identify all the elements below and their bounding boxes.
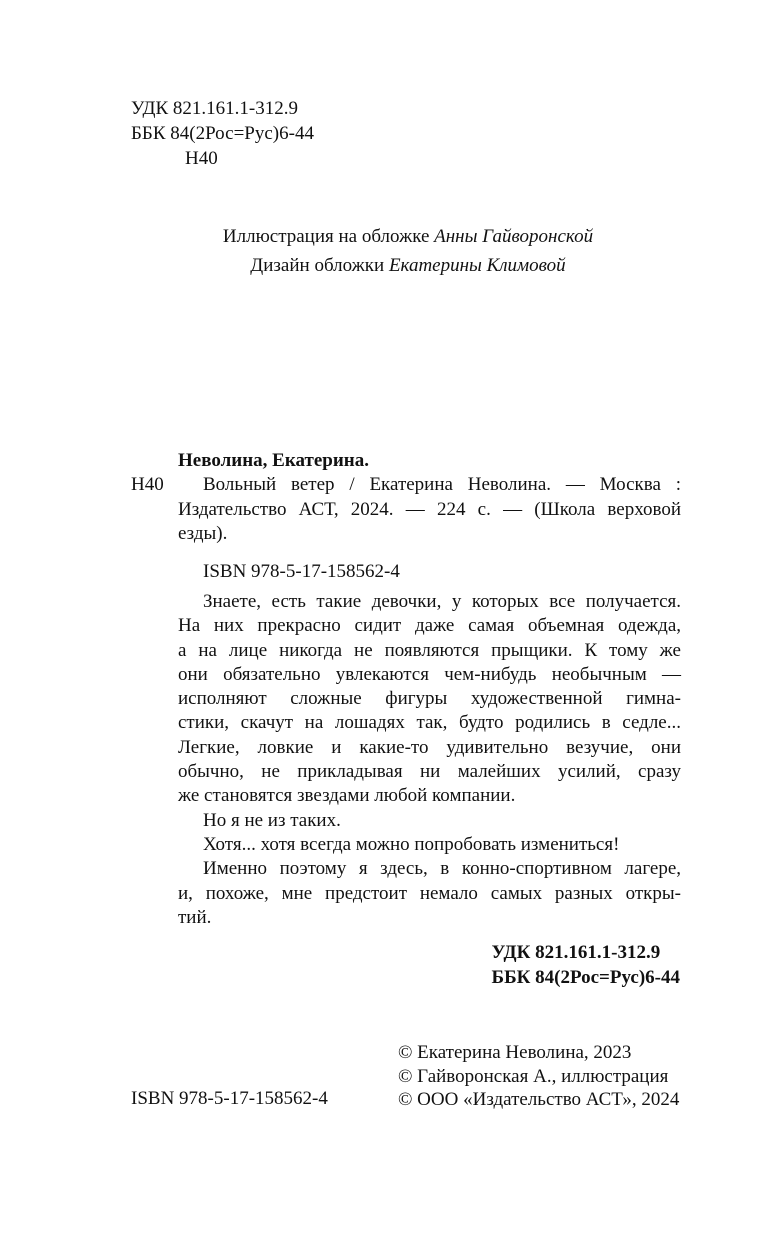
record-line: Вольный ветер / Екатерина Неволина. — Москва : <box>203 474 681 495</box>
illustration-prefix: Иллюстрация на обложке <box>222 226 430 247</box>
cover-credits <box>0 222 768 280</box>
record-author: Неволина, Екатерина. <box>178 450 369 471</box>
annotation-line: и, похоже, мне предстоит немало самых разных откры- <box>178 882 681 904</box>
classification-udk: УДК 821.161.1-312.9 <box>491 942 661 963</box>
annotation-line: тий. <box>178 906 212 928</box>
annotation-line: обычно, не прикладывая ни малейших усилий, сразу <box>178 761 681 783</box>
classification-bbk: ББК 84(2Рос=Рус)6-44 <box>491 966 680 988</box>
annotation-line: На них прекрасно сидит даже самая объемная одежда, <box>178 615 681 637</box>
copyright-line: © Екатерина Неволина, 2023 <box>398 1042 632 1063</box>
design-prefix: Дизайн обложки <box>250 255 385 276</box>
record-isbn: ISBN 978-5-17-158562-4 <box>203 561 400 582</box>
annotation-line: Знаете, есть такие девочки, у которых все получается. <box>203 591 681 612</box>
copyright-line: © Гайворонская А., иллюстрация <box>398 1065 669 1087</box>
record-author-sign: Н40 <box>131 474 164 495</box>
record-line: езды). <box>178 523 228 544</box>
annotation-line: они обязательно увлекаются чем-нибудь необычным — <box>178 663 681 685</box>
record-line: Издательство АСТ, 2024. — 224 с. — (Школа верховой <box>178 498 681 520</box>
annotation-line: стики, скачут на лошадях так, будто родились в седле... <box>178 712 681 734</box>
illustration-credit <box>0 222 768 251</box>
annotation-line: Легкие, ловкие и какие-то удивительно везучие, они <box>178 736 681 758</box>
record-description <box>178 473 681 547</box>
annotation-line: исполняют сложные фигуры художественной гимна- <box>178 688 681 710</box>
annotation-line: Но я не из таких. <box>203 809 341 831</box>
copyright-line: © ООО «Издательство АСТ», 2024 <box>398 1089 680 1110</box>
udk-code: УДК 821.161.1-312.9 <box>131 98 298 119</box>
illustrator-name: Анны Гайворонской <box>434 226 594 247</box>
design-credit <box>0 251 768 280</box>
copyright-block <box>398 1041 679 1112</box>
annotation-line: Именно поэтому я здесь, в конно-спортивном лагере, <box>203 858 681 880</box>
annotation-line: а на лице никогда не появляются прыщики. К тому же <box>178 639 681 661</box>
annotation <box>178 590 681 930</box>
classification-block <box>492 941 680 990</box>
author-sign: Н40 <box>185 148 218 169</box>
annotation-line: Хотя... хотя всегда можно попробовать измениться! <box>203 833 620 855</box>
annotation-line: же становятся звездами любой компании. <box>178 785 516 807</box>
designer-name: Екатерины Климовой <box>388 255 566 276</box>
footer-isbn: ISBN 978-5-17-158562-4 <box>131 1088 328 1109</box>
bbk-code: ББК 84(2Рос=Рус)6-44 <box>131 123 314 144</box>
